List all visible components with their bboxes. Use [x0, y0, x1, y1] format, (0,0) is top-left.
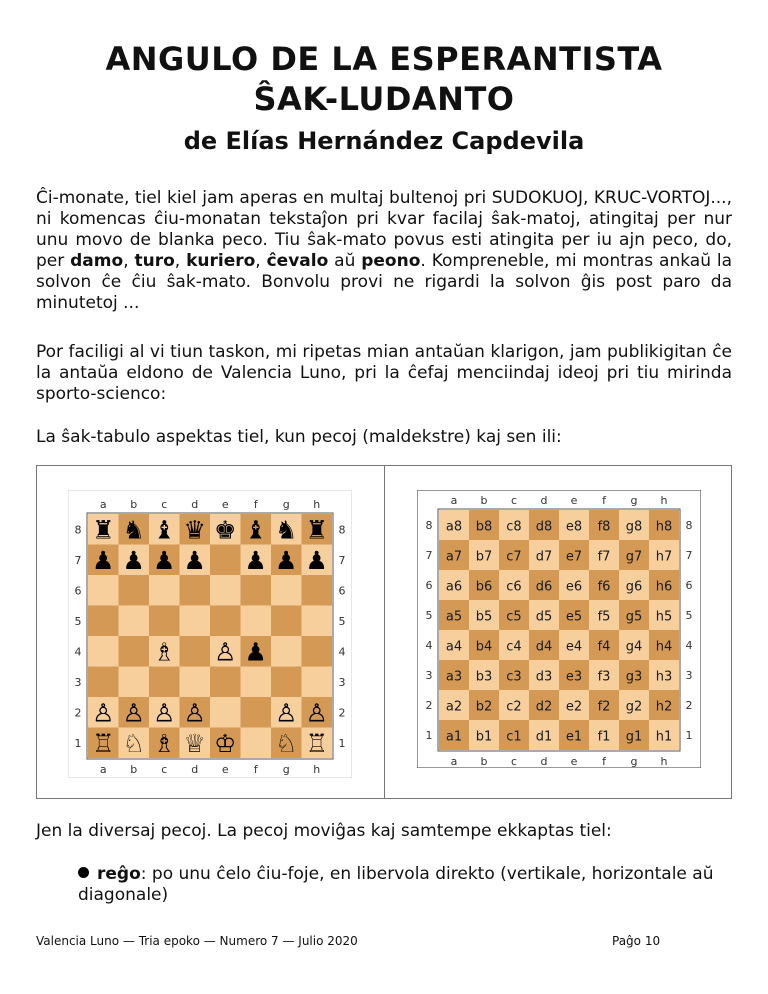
board-square — [119, 667, 150, 698]
chess-piece: ♙ — [214, 637, 237, 667]
square-label: d1 — [535, 729, 553, 745]
square-label: c6 — [506, 579, 522, 595]
square-label: g2 — [625, 699, 643, 715]
square-label: g1 — [625, 729, 643, 745]
chess-piece: ♞ — [275, 515, 298, 545]
square-label: h3 — [655, 669, 673, 685]
chess-piece: ♟ — [92, 545, 115, 575]
file-label-top: h — [660, 494, 668, 507]
board-square — [271, 575, 302, 606]
file-label-top: d — [540, 494, 548, 507]
rank-label-right: 3 — [338, 675, 346, 689]
board-square — [149, 606, 180, 637]
square-label: g5 — [625, 609, 643, 625]
square-label: b1 — [475, 729, 493, 745]
chess-piece: ♖ — [92, 728, 115, 758]
rank-label-right: 5 — [338, 614, 346, 628]
rank-label-left: 4 — [425, 639, 433, 652]
rank-label-right: 8 — [338, 523, 346, 537]
board-square — [210, 606, 241, 637]
square-label: h2 — [655, 699, 673, 715]
piece-pawn-term: peono — [361, 251, 421, 271]
file-label-bottom: b — [130, 763, 138, 776]
board-square — [210, 545, 241, 576]
footer-page-number: Paĝo 10 — [612, 934, 661, 948]
square-label: b8 — [475, 519, 493, 535]
file-label-top: b — [480, 494, 488, 507]
board-square — [180, 636, 211, 667]
file-label-bottom: e — [221, 763, 229, 776]
chess-piece: ♝ — [153, 515, 176, 545]
chess-piece: ♗ — [153, 728, 176, 758]
file-label-bottom: a — [99, 763, 107, 776]
square-label: a7 — [445, 549, 463, 565]
square-label: d5 — [535, 609, 553, 625]
board-square — [180, 575, 211, 606]
square-label: d4 — [535, 639, 553, 655]
chess-piece: ♙ — [153, 698, 176, 728]
square-label: f8 — [597, 519, 611, 535]
chess-piece: ♔ — [214, 728, 237, 758]
piece-knight-term: ĉevalo — [266, 251, 329, 271]
square-label: g3 — [625, 669, 643, 685]
file-label-bottom: a — [450, 755, 458, 768]
square-label: b2 — [475, 699, 493, 715]
chess-piece: ♙ — [92, 698, 115, 728]
square-label: f7 — [597, 549, 611, 565]
explanation-paragraph: Por faciligi al vi tiun taskon, mi ripetas mian antaŭan klarigon, jam publikigitan ĉe la antaŭa eldono de Valencia Luno, pri la ĉefaj menciindaj ideoj pri tiu mirinda sporto-scienco: — [36, 342, 732, 404]
rank-label-right: 1 — [338, 736, 346, 750]
chess-piece: ♞ — [122, 515, 145, 545]
rank-label-left: 2 — [74, 706, 82, 720]
bullet-king — [78, 864, 732, 906]
rank-label-right: 7 — [338, 553, 346, 567]
file-label-top: c — [161, 498, 168, 511]
file-label-bottom: f — [253, 763, 258, 776]
chess-piece: ♙ — [275, 698, 298, 728]
rank-label-right: 2 — [338, 706, 346, 720]
square-label: c1 — [506, 729, 522, 745]
file-label-bottom: c — [161, 763, 168, 776]
rank-label-right: 4 — [338, 645, 346, 659]
separator: , — [174, 251, 187, 271]
board-square — [271, 606, 302, 637]
chess-piece: ♖ — [305, 728, 328, 758]
king-term: reĝo — [97, 864, 141, 884]
square-label: f5 — [597, 609, 611, 625]
board-square — [302, 606, 333, 637]
rank-label-left: 7 — [425, 549, 433, 562]
file-label-bottom: d — [540, 755, 548, 768]
board-square — [302, 575, 333, 606]
rank-label-left: 3 — [425, 669, 433, 682]
square-label: e5 — [565, 609, 583, 625]
file-label-top: g — [282, 498, 290, 511]
page-subtitle: ŜAK-LUDANTO — [253, 80, 515, 118]
file-label-bottom: g — [630, 755, 638, 768]
piece-queen-term: damo — [70, 251, 124, 271]
square-label: f2 — [597, 699, 611, 715]
board-square — [210, 667, 241, 698]
chessboard-coordinates — [417, 490, 701, 768]
chess-piece: ♟ — [275, 545, 298, 575]
intro-text: Ĉi-monate, tiel kiel jam aperas en multaj bultenoj pri SUDOKUOJ, KRUC-VORTOJ..., ni komencas ĉiu-monatan tekstaĵon pri kvar facilaj ŝak-matoj, atingitaj per nur unu movo de blanka peco. Tiu ŝak-mato povus esti atingita per iu ajn peco, do, per — [36, 188, 732, 271]
square-label: d2 — [535, 699, 553, 715]
square-label: a5 — [445, 609, 463, 625]
square-label: a3 — [445, 669, 463, 685]
square-label: a6 — [445, 579, 463, 595]
file-label-top: h — [313, 498, 321, 511]
chess-piece: ♚ — [214, 515, 237, 545]
piece-bishop-term: kuriero — [186, 251, 256, 271]
square-label: d8 — [535, 519, 553, 535]
rank-label-right: 8 — [685, 519, 693, 532]
board-square — [302, 667, 333, 698]
rank-label-left: 7 — [74, 553, 82, 567]
square-label: c7 — [506, 549, 522, 565]
square-label: f4 — [597, 639, 611, 655]
square-label: b6 — [475, 579, 493, 595]
file-label-top: a — [450, 494, 458, 507]
square-label: e7 — [565, 549, 583, 565]
square-label: f6 — [597, 579, 611, 595]
board-square — [241, 697, 272, 728]
board-square — [88, 575, 119, 606]
rank-label-left: 3 — [74, 675, 82, 689]
bullet-icon — [78, 867, 89, 878]
board-figure — [36, 465, 732, 799]
square-label: d6 — [535, 579, 553, 595]
page-title: ANGULO DE LA ESPERANTISTA — [105, 40, 663, 78]
square-label: f3 — [597, 669, 611, 685]
file-label-bottom: b — [480, 755, 488, 768]
file-label-top: b — [130, 498, 138, 511]
rank-label-left: 1 — [425, 729, 433, 742]
board-square — [241, 728, 272, 759]
board-square — [241, 575, 272, 606]
pieces-intro: Jen la diversaj pecoj. La pecoj moviĝas kaj samtempe ekkaptas tiel: — [36, 821, 612, 841]
rank-label-left: 8 — [425, 519, 433, 532]
chess-piece: ♟ — [153, 545, 176, 575]
square-label: h8 — [655, 519, 673, 535]
board-square — [149, 575, 180, 606]
author-line: de Elías Hernández Capdevila — [183, 127, 585, 155]
board-caption: La ŝak-tabulo aspektas tiel, kun pecoj (maldekstre) kaj sen ili: — [36, 427, 562, 447]
file-label-bottom: e — [570, 755, 578, 768]
chess-piece: ♗ — [153, 637, 176, 667]
footer-publication: Valencia Luno — Tria epoko — Numero 7 — Julio 2020 — [36, 934, 358, 948]
rank-label-left: 6 — [425, 579, 433, 592]
board-square — [88, 667, 119, 698]
square-label: g4 — [625, 639, 643, 655]
chess-piece: ♘ — [122, 728, 145, 758]
chess-piece: ♟ — [183, 545, 206, 575]
rank-label-right: 1 — [685, 729, 693, 742]
file-label-bottom: g — [282, 763, 290, 776]
file-label-top: c — [510, 494, 518, 507]
square-label: h5 — [655, 609, 673, 625]
square-label: g7 — [625, 549, 643, 565]
square-label: h7 — [655, 549, 673, 565]
chess-piece: ♙ — [305, 698, 328, 728]
rank-label-right: 3 — [685, 669, 693, 682]
square-label: g6 — [625, 579, 643, 595]
board-square — [180, 667, 211, 698]
square-label: g8 — [625, 519, 643, 535]
separator: , — [255, 251, 267, 271]
square-label: h4 — [655, 639, 673, 655]
rank-label-right: 6 — [685, 579, 693, 592]
file-label-top: f — [602, 494, 606, 507]
square-label: h1 — [655, 729, 673, 745]
chess-piece: ♕ — [183, 728, 206, 758]
rank-label-left: 1 — [74, 736, 82, 750]
file-label-top: e — [221, 498, 229, 511]
board-square — [241, 606, 272, 637]
chess-piece: ♙ — [183, 698, 206, 728]
file-label-top: d — [191, 498, 199, 511]
board-square — [119, 575, 150, 606]
rank-label-left: 2 — [425, 699, 433, 712]
square-label: h6 — [655, 579, 673, 595]
rank-label-right: 2 — [685, 699, 693, 712]
square-label: c5 — [506, 609, 522, 625]
figure-divider — [384, 466, 385, 798]
rank-label-right: 6 — [338, 584, 346, 598]
square-label: c3 — [506, 669, 522, 685]
board-square — [241, 667, 272, 698]
square-label: c2 — [506, 699, 522, 715]
board-square — [302, 636, 333, 667]
rank-label-left: 6 — [74, 584, 82, 598]
file-label-bottom: h — [660, 755, 668, 768]
chess-piece: ♜ — [305, 515, 328, 545]
rank-label-left: 4 — [74, 645, 82, 659]
file-label-bottom: f — [602, 755, 606, 768]
chess-piece: ♘ — [275, 728, 298, 758]
board-square — [149, 667, 180, 698]
rank-label-right: 5 — [685, 609, 693, 622]
square-label: f1 — [597, 729, 611, 745]
square-label: d7 — [535, 549, 553, 565]
board-square — [210, 697, 241, 728]
board-square — [210, 575, 241, 606]
chessboard-with-pieces — [68, 490, 352, 778]
square-label: b5 — [475, 609, 493, 625]
square-label: b7 — [475, 549, 493, 565]
square-label: e2 — [565, 699, 583, 715]
square-label: c8 — [506, 519, 522, 535]
rank-label-left: 8 — [74, 523, 82, 537]
square-label: b3 — [475, 669, 493, 685]
rank-label-left: 5 — [425, 609, 433, 622]
square-label: d3 — [535, 669, 553, 685]
board-square — [119, 606, 150, 637]
file-label-top: g — [630, 494, 638, 507]
board-square — [119, 636, 150, 667]
rank-label-right: 7 — [685, 549, 693, 562]
square-label: e1 — [565, 729, 583, 745]
chess-piece: ♝ — [244, 515, 267, 545]
file-label-top: a — [99, 498, 107, 511]
file-label-bottom: c — [510, 755, 518, 768]
board-square — [180, 606, 211, 637]
square-label: e4 — [565, 639, 583, 655]
square-label: c4 — [506, 639, 522, 655]
file-label-bottom: h — [313, 763, 321, 776]
separator: , — [123, 251, 135, 271]
rank-label-right: 4 — [685, 639, 693, 652]
square-label: a8 — [445, 519, 463, 535]
file-label-top: e — [570, 494, 578, 507]
intro-paragraph — [36, 188, 732, 314]
board-square — [88, 636, 119, 667]
board-square — [271, 636, 302, 667]
king-description: : po unu ĉelo ĉiu-foje, en libervola direkto (vertikale, horizontale aŭ diagonale) — [78, 864, 714, 905]
chess-piece: ♙ — [122, 698, 145, 728]
file-label-bottom: d — [191, 763, 199, 776]
separator: aŭ — [328, 251, 362, 271]
intro-text-end: . Kompreneble, mi montras ankaŭ la solvon ĉe ĉiu ŝak-mato. Bonvolu provi ne rigardi la solvon ĝis post paro da minutetoj ... — [36, 251, 733, 313]
chess-piece: ♟ — [244, 637, 267, 667]
chess-piece: ♟ — [244, 545, 267, 575]
board-square — [271, 667, 302, 698]
board-square — [88, 606, 119, 637]
square-label: e8 — [565, 519, 583, 535]
piece-rook-term: turo — [134, 251, 175, 271]
square-label: b4 — [475, 639, 493, 655]
rank-label-left: 5 — [74, 614, 82, 628]
square-label: a4 — [445, 639, 463, 655]
square-label: a2 — [445, 699, 463, 715]
chess-piece: ♛ — [183, 515, 206, 545]
square-label: e3 — [565, 669, 583, 685]
chess-piece: ♟ — [122, 545, 145, 575]
chess-piece: ♜ — [92, 515, 115, 545]
chess-piece: ♟ — [305, 545, 328, 575]
square-label: a1 — [445, 729, 463, 745]
file-label-top: f — [253, 498, 258, 511]
square-label: e6 — [565, 579, 583, 595]
